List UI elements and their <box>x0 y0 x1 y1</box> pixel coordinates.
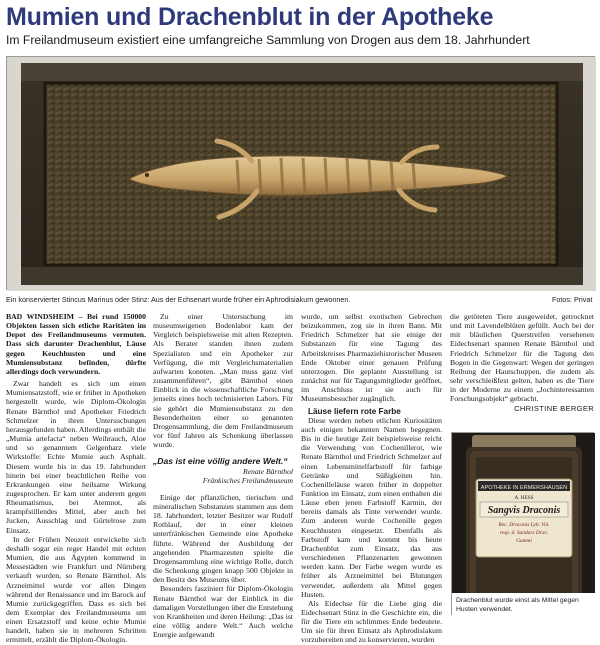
jar-label-sub1: Rec. Draconis Lyb. Vol. <box>498 522 550 528</box>
paragraph: Zu einer Untersuchung im museumseigenen Bodenlabor kam der Vergleich beispielsweise mit alten Rezepten. Als Berater standen ihnen zudem Spezialisten und ein Apotheker zur Verfügung, die mit Vergleichsmaterialien aufwarten konnten. „Man muss ganz viel zusammenführen“, gibt Bärnthol einen Einblick in die wissenschaftliche Forschung jenseits eines hoch technisierten Labors. Für sie gehört die Mumiensubstanz zu den Besonderheiten einer so genannten Drogensammlung, die dem Freilandmuseum vor fünf Jahren als Schenkung überlassen wurde. <box>153 312 293 450</box>
lizard-box-photo <box>6 56 595 290</box>
jar-label-name: A. HESS <box>514 495 534 501</box>
column-2 <box>153 312 293 638</box>
subheadline: Im Freilandmuseum existiert eine umfangreiche Sammlung von Drogen aus dem 18. Jahrhundert <box>6 33 530 47</box>
column-1 <box>6 312 146 645</box>
pull-quote-source-name: Renate Bärnthol <box>243 466 293 476</box>
column-3 <box>301 312 442 645</box>
photo-caption: Ein konservierter Stincus Marinus oder Stinz: Aus der Echsenart wurde früher ein Aphrodisiakum gewonnen. <box>6 295 351 304</box>
paragraph: wurde, um selbst exotischen Gebrechen beizukommen, zog sie in ihren Bann. Mit Friedrich Schmelzer hat sie einige der Substanzen für eine Tagung des Arbeitskreises Pharmaziehistorischer Museen Ende Oktober einer genauen Prüfung unterzogen. Die geplante Ausstellung ist zunächst nur für Tagungsmitglieder geöffnet, im Anschluss ist sie auch für Museumsbesucher zugänglich. <box>301 312 442 404</box>
paragraph: Besonders fasziniert für Diplom-Ökologin Renate Bärnthol war der Einblick in die damaligen Vorstellungen über die Entstehung von Krankheiten und deren Heilung: „Das ist eine völlig andere Welt.“ Auch welche Energie aufgewandt <box>153 584 293 640</box>
pull-quote-text: „Das ist eine völlig andere Welt.“ <box>153 456 288 467</box>
jar-label-main: Sangvis Draconis <box>487 505 561 516</box>
byline: CHRISTINE BERGER <box>514 403 594 413</box>
lede-paragraph: BAD WINDSHEIM – Bei rund 150000 Objekten lassen sich etliche Raritäten im Depot des Freilandmuseums vermuten. Dass sich darunter Drachenblut, Läuse gegen Keuchhusten und eine Mumiensubstanz befinden, dürfte allerdings doch verwundern. <box>6 312 146 376</box>
jar-caption-line2: Husten verwendet. <box>456 606 513 613</box>
paragraph: Zwar handelt es sich um einen Mumiensatzstoff, wie er früher in Apotheken hergestellt wurde, wie Diplom-Ökologin Renate Bärnthol und Apotheker Friedrich Schmelzer in ihren Untersuchungen herausgefunden haben. Allerdings enthält die „Mumia artefacta“ neben Weihrauch, Aloe und so genanntem Gelgenharz viele Wirkstoffe: Echte Mumie auch Asphalt. Diesem wurde bis in das 19. Jahrhundert hinein bei einer beachtlichen Reihe von Erkrankungen eine heilsame Wirkung zugesprochen. Er kam unter anderem gegen Rheumatismus, bei Atemnot, als krampfstillendes Mittel, aber auch bei Jucken, Ausschlag und Gürtelrose zum Einsatz. <box>6 379 146 535</box>
column-4 <box>450 312 594 428</box>
paragraph: Als Eidechse für die Liebe ging die Eidechsenart Stinz in die Geschichte ein, die für die Tiere ein schlimmes Ende bedeutete. Um sie für ihren Einsatz als Aphrodisiakum vorzubereiten und zu konservieren, wurden <box>301 598 442 645</box>
headline: Mumien und Drachenblut in der Apotheke <box>6 3 494 31</box>
pull-quote <box>153 457 293 484</box>
paragraph: Einige der pflanzlichen, tierischen und mineralischen Substanzen stammen aus dem 18. Jahrhundert, letzter Besitzer war Rudolf Rothlauf, der in einer kleinen unterfränkischen Gemeinde eine Apotheke führte. Während der Ausbildung der angehenden Pharmazeuten spielte die Drogensammlung eine wichtige Rolle, durch die Schenkung gingen knapp 500 Objekte in den Besitz des Museums über. <box>153 492 293 585</box>
paragraph: In der Frühen Neuzeit entwickelte sich deshalb sogar ein reger Handel mit echten Mumien, die aus Ägypten kommend in Messestädten wie Frankfurt und Nürnberg verkauft wurden, so Renate Bärnthol. Als Arzneimittel wurde vor allen Dingen während der Renaissance und im Barock auf Mumie zurückgegriffen. Dass es sich bei dem Exemplar des Freilandmuseums um einen Ersatzstoff und keine echte Mumie handelt, haben sie in mehreren Schritten ermittelt, erzählt die Diplom-Ökologin. <box>6 534 146 645</box>
photo-credit: Fotos: Privat <box>552 295 593 304</box>
section-subtitle: Läuse liefern rote Farbe <box>308 406 401 416</box>
jar-label-sub2: resp. d. Sandars Drac. <box>499 530 549 536</box>
jar-label-top: APOTHEKE IN ERMERSHAUSEN <box>480 485 568 491</box>
pull-quote-source-org: Fränkisches Freilandmuseum <box>202 475 293 485</box>
jar-label-sub3: Gummi <box>516 538 532 544</box>
jar-caption-line1: Drachenblut wurde einst als Mittel gegen <box>456 597 579 604</box>
paragraph: Diese werden neben etlichen Kuriositäten auch einigen bekannten Namen begegnen. Bis in die heutige Zeit beispielsweise reicht die Verwendung von Cochenillerot, wie Renate Bärnthol und Friedrich Schmelzer auf einen Lebensmittelfarbstoff für farbige Getränke und Süßigkeiten hin. Cochenilleläuse waren früher in doppelter Funktion im Einsatz, zum einen enthalten die Läuse eben jenen Farbstoff Karmin, der bereits damals als Tinte verwendet wurde. Zum anderen wurde Cochenille gegen Keuchhusten eingesetzt. Ebenfalls als Farbstoff kam und kommt bis heute Drachenblut zum Einsatz, das aus verschiedenen Pflanzenarten gewonnen werden kann. Der Farbe wegen wurde es früher als Arzneimittel bei Blutungen verwendet, außerdem als Mittel gegen Husten. <box>301 415 442 599</box>
dragon-blood-jar-photo <box>451 432 594 615</box>
paragraph: die getöteten Tiere ausgeweidet, getrocknet und mit Lavendelblüten gefüllt. Auch bei der mit bläulichen Querstreifen versehenen Eidechsenart spannen Renate Bärnthol und Friedrich Schmelzer für die Tagung den Bogen in die Gegenwart: Wegen der geringen Reibung der Hautschuppen, die zudem als sehr verschleißfest gelten, haben es die Tiere in der Moderne zu einem „Jochinteressanten Forschungsobjekt“ gebracht. <box>450 312 594 404</box>
